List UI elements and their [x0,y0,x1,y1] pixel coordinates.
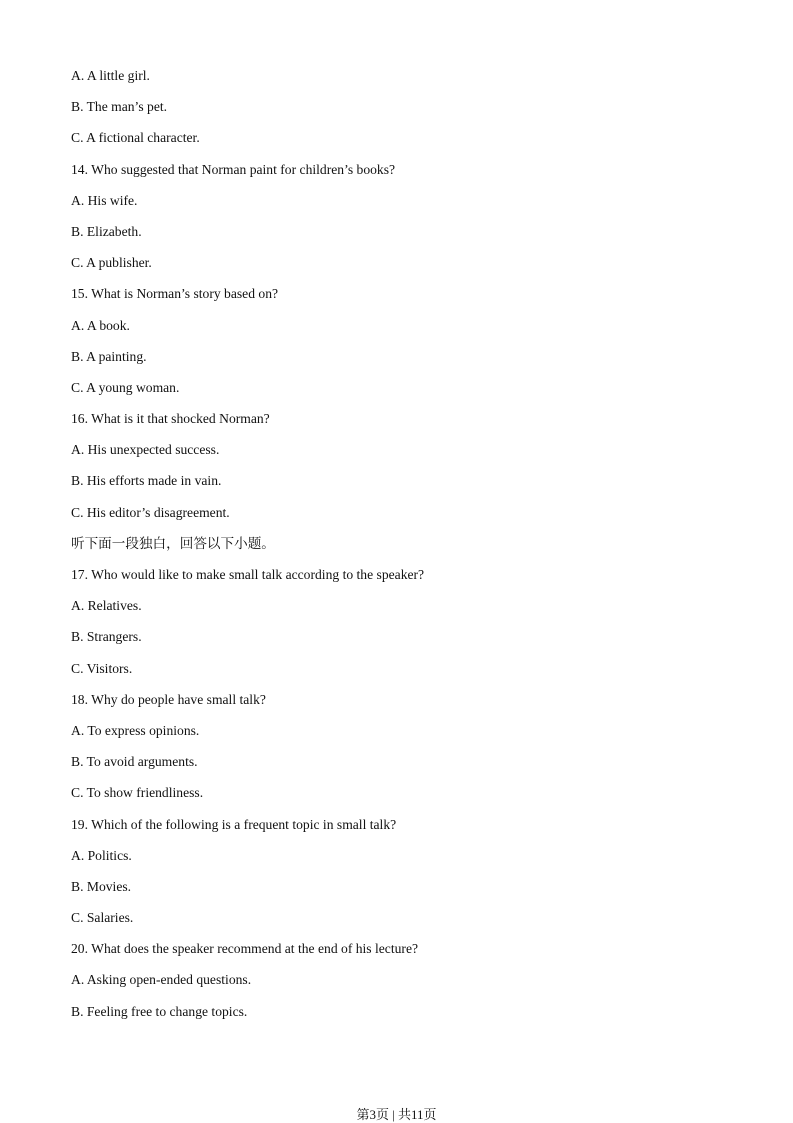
option-b-line: B. To avoid arguments. [71,754,198,770]
question-19: 19. Which of the following is a frequent topic in small talk? [71,816,397,832]
option-b-line: B. Feeling free to change topics. [71,1003,248,1019]
option-a-line: A. Relatives. [71,598,142,614]
option-a-line: A. To express opinions. [71,722,200,738]
option-c-line: C. Salaries. [71,910,134,926]
option-c-line: C. A fictional character. [71,130,200,146]
option-c-line: C. His editor’s disagreement. [71,504,230,520]
option-b-line: B. A painting. [71,348,147,364]
option-b-line: B. Strangers. [71,629,142,645]
option-c-line: C. Visitors. [71,660,133,676]
option-a-line: A. His unexpected success. [71,442,220,458]
option-c-line: C. To show friendliness. [71,785,204,801]
option-b-line: B. Elizabeth. [71,223,142,239]
question-14: 14. Who suggested that Norman paint for children’s books? [71,161,396,177]
option-b-line: B. Movies. [71,878,132,894]
page-footer: 第3页 | 共11页 [356,1107,437,1122]
option-a-line: A. His wife. [71,192,138,208]
option-b-line: B. His efforts made in vain. [71,473,222,489]
question-18: 18. Why do people have small talk? [71,691,266,707]
option-c-line: C. A young woman. [71,379,180,395]
option-a-line: A. A little girl. [71,68,150,83]
question-17: 17. Who would like to make small talk according to the speaker? [71,567,425,582]
question-16: 16. What is it that shocked Norman? [71,411,270,427]
question-15: 15. What is Norman’s story based on? [71,286,279,302]
option-b-line: B. The man’s pet. [71,99,168,115]
question-20: 20. What does the speaker recommend at the end of his lecture? [71,941,419,957]
option-c-line: C. A publisher. [71,255,152,271]
option-a-line: A. Politics. [71,847,132,863]
section-instruction: 听下面一段独白，回答以下小题。 [71,535,275,551]
option-a-line: A. A book. [71,317,130,333]
option-a-line: A. Asking open-ended questions. [71,972,252,988]
document-body [71,66,751,1033]
